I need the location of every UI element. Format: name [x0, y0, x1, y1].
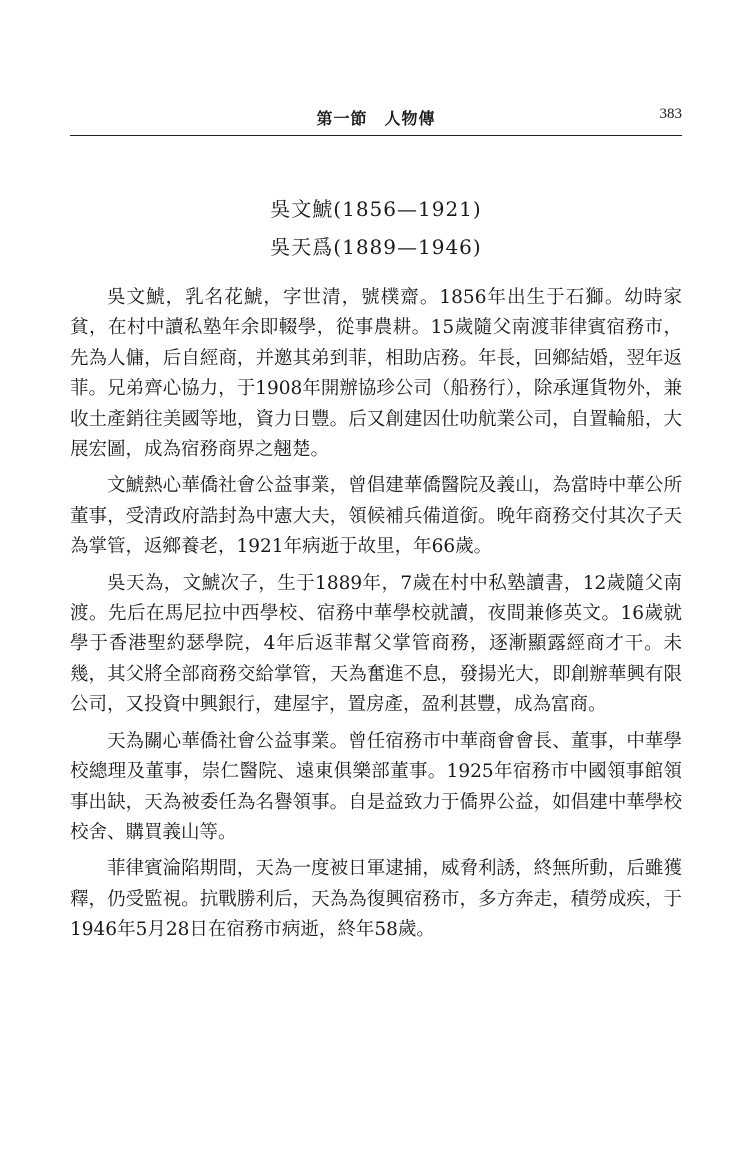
- biography-titles: [70, 190, 682, 266]
- paragraph: 天為關心華僑社會公益事業。曾任宿務市中華商會會長、董事，中華學校總理及董事，崇仁醫院、遠東俱樂部董事。1925年宿務市中國領事館領事出缺，天為被委任為名譽領事。自是益致力于僑界公益，如倡建中華學校校舍、購買義山等。: [70, 730, 682, 843]
- paragraph: 菲律賓淪陷期間，天為一度被日軍逮捕，威脅利誘，終無所動，后雖獲釋，仍受監視。抗戰勝利后，天為為復興宿務市，多方奔走，積勞成疾，于1946年5月28日在宿務市病逝，終年58歲。: [70, 858, 682, 941]
- header-rule: [70, 135, 682, 136]
- title-wu-wenxiao: 吳文鯱(1856—1921): [270, 197, 482, 221]
- section-title: 第一節 人物傳: [316, 109, 436, 128]
- paragraph: 吳天為，文鯱次子，生于1889年，7歲在村中私塾讀書，12歲隨父南渡。先后在馬尼拉中西學校、宿務中華學校就讀，夜間兼修英文。16歲就學于香港聖約瑟學院，4年后返菲幫父掌管商務，逐漸顯露經商才干。未幾，其父將全部商務交給掌管，天為奮進不息，發揚光大，即創辦華興有限公司，又投資中興銀行，建屋宇，置房產，盈利甚豐，成為富商。: [70, 572, 682, 716]
- paragraph: 吳文鯱，乳名花鯱，字世清，號樸齋。1856年出生于石獅。幼時家貧，在村中讀私塾年余即輟學，從事農耕。15歲隨父南渡菲律賓宿務市，先為人傭，后自經商，并邀其弟到菲，相助店務。年長，回鄉結婚，翌年返菲。兄弟齊心協力，于1908年開辦協珍公司（船務行），除承運貨物外，兼收土產銷往美國等地，資力日豐。后又創建因仕叻航業公司，自置輪船，大展宏圖，成為宿務商界之翹楚。: [70, 287, 682, 461]
- running-header: [70, 106, 682, 130]
- paragraph: 文鯱熱心華僑社會公益事業，曾倡建華僑醫院及義山，為當時中華公所董事，受清政府誥封為中憲大夫，領候補兵備道銜。晚年商務交付其次子天為掌管，返鄉養老，1921年病逝于故里，年66歲。: [70, 475, 682, 558]
- page-number: 383: [659, 106, 682, 122]
- body-text: [70, 283, 682, 952]
- title-wu-tianwei: 吳天爲(1889—1946): [270, 235, 482, 259]
